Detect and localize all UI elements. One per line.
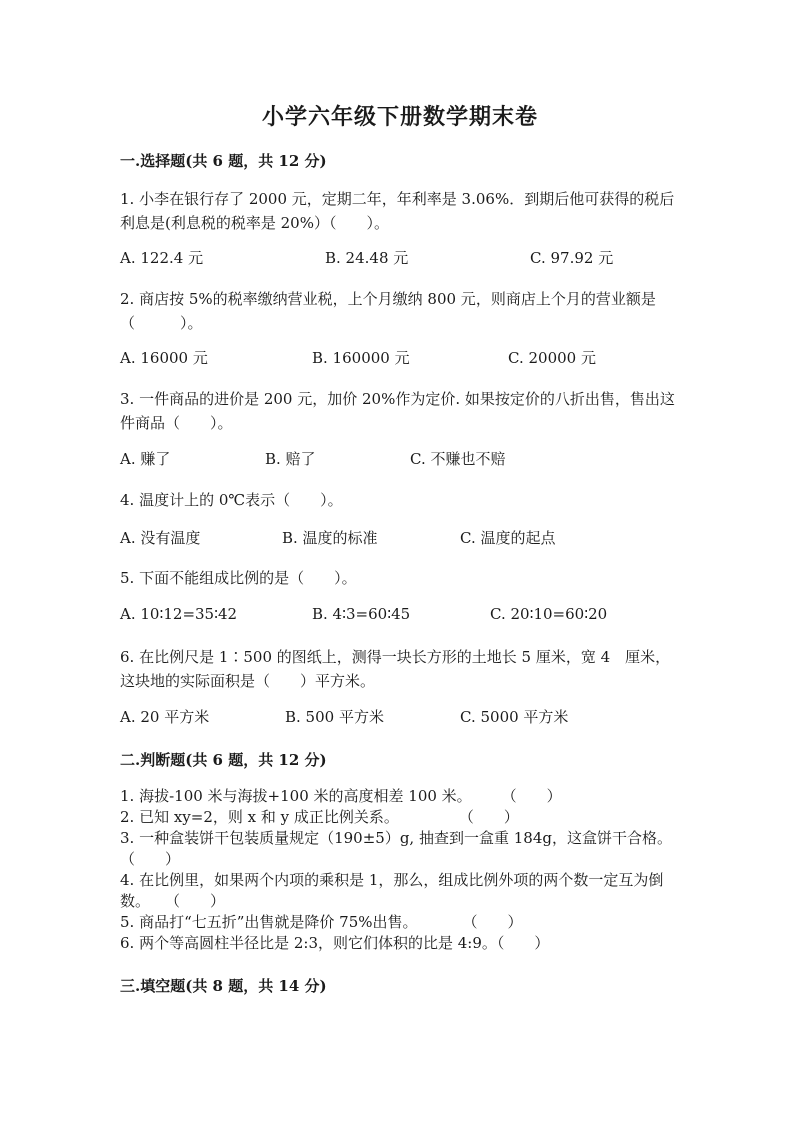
page-title: 小学六年级下册数学期末卷: [261, 104, 538, 130]
judge-item-3: 3. 一种盒装饼干包装质量规定（190±5）g, 抽查到一盒重 184g，这盒饼干合格。（ ）: [120, 829, 672, 868]
options-2: [120, 347, 685, 371]
option-c: C. 97.92 元: [530, 249, 614, 267]
option-a: A. 20 平方米: [120, 708, 210, 726]
question-4: 4. 温度计上的 0℃表示（ ）。: [120, 491, 343, 509]
option-c: C. 20∶10=60∶20: [490, 605, 608, 623]
question-1: 1. 小李在银行存了 2000 元，定期二年，年利率是 3.06%．到期后他可获得的税后利息是(利息税的税率是 20%）（ ）。: [120, 190, 675, 232]
option-b: B. 160000 元: [312, 349, 410, 367]
options-4: [120, 527, 685, 551]
option-c: C. 20000 元: [508, 349, 596, 367]
option-b: B. 赔了: [265, 450, 316, 468]
option-c: C. 不赚也不赔: [410, 450, 506, 468]
option-b: B. 24.48 元: [325, 249, 409, 267]
question-2: 2. 商店按 5%的税率缴纳营业税，上个月缴纳 800 元，则商店上个月的营业额是（ ）。: [120, 290, 656, 332]
option-a: A. 16000 元: [120, 349, 208, 367]
option-b: B. 温度的标准: [282, 529, 378, 547]
section-heading-judge: 二.判断题(共 6 题，共 12 分): [120, 751, 327, 769]
section-heading-fill: 三.填空题(共 8 题，共 14 分): [120, 977, 327, 995]
option-a: A. 10∶12=35∶42: [120, 605, 238, 623]
options-3: [120, 448, 685, 472]
options-5: [120, 605, 685, 629]
options-1: [120, 247, 685, 271]
question-5: 5. 下面不能组成比例的是（ ）。: [120, 569, 357, 587]
options-6: [120, 706, 685, 730]
section-heading-choice: 一.选择题(共 6 题，共 12 分): [120, 152, 327, 170]
judge-item-6: 6. 两个等高圆柱半径比是 2:3，则它们体积的比是 4:9。（ ）: [120, 934, 550, 952]
judge-item-5: 5. 商品打“七五折”出售就是降价 75%出售。 （ ）: [120, 913, 523, 931]
option-a: A. 没有温度: [120, 529, 201, 547]
judge-item-1: 1. 海拔-100 米与海拔+100 米的高度相差 100 米。 （ ）: [120, 787, 562, 805]
option-a: A. 赚了: [120, 450, 171, 468]
option-c: C. 温度的起点: [460, 529, 556, 547]
option-b: B. 500 平方米: [285, 708, 384, 726]
option-a: A. 122.4 元: [120, 249, 204, 267]
question-6: 6. 在比例尺是 1∶500 的图纸上，测得一块长方形的土地长 5 厘米，宽 4 厘米，这块地的实际面积是（ ）平方米。: [120, 648, 671, 690]
judge-item-2: 2. 已知 xy=2，则 x 和 y 成正比例关系。 （ ）: [120, 808, 519, 826]
question-3: 3. 一件商品的进价是 200 元，加价 20%作为定价. 如果按定价的八折出售，售出这件商品（ ）。: [120, 390, 675, 432]
option-b: B. 4∶3=60∶45: [312, 605, 411, 623]
judge-item-4: 4. 在比例里，如果两个内项的乘积是 1，那么，组成比例外项的两个数一定互为倒数。 （ ）: [120, 871, 664, 910]
option-c: C. 5000 平方米: [460, 708, 569, 726]
